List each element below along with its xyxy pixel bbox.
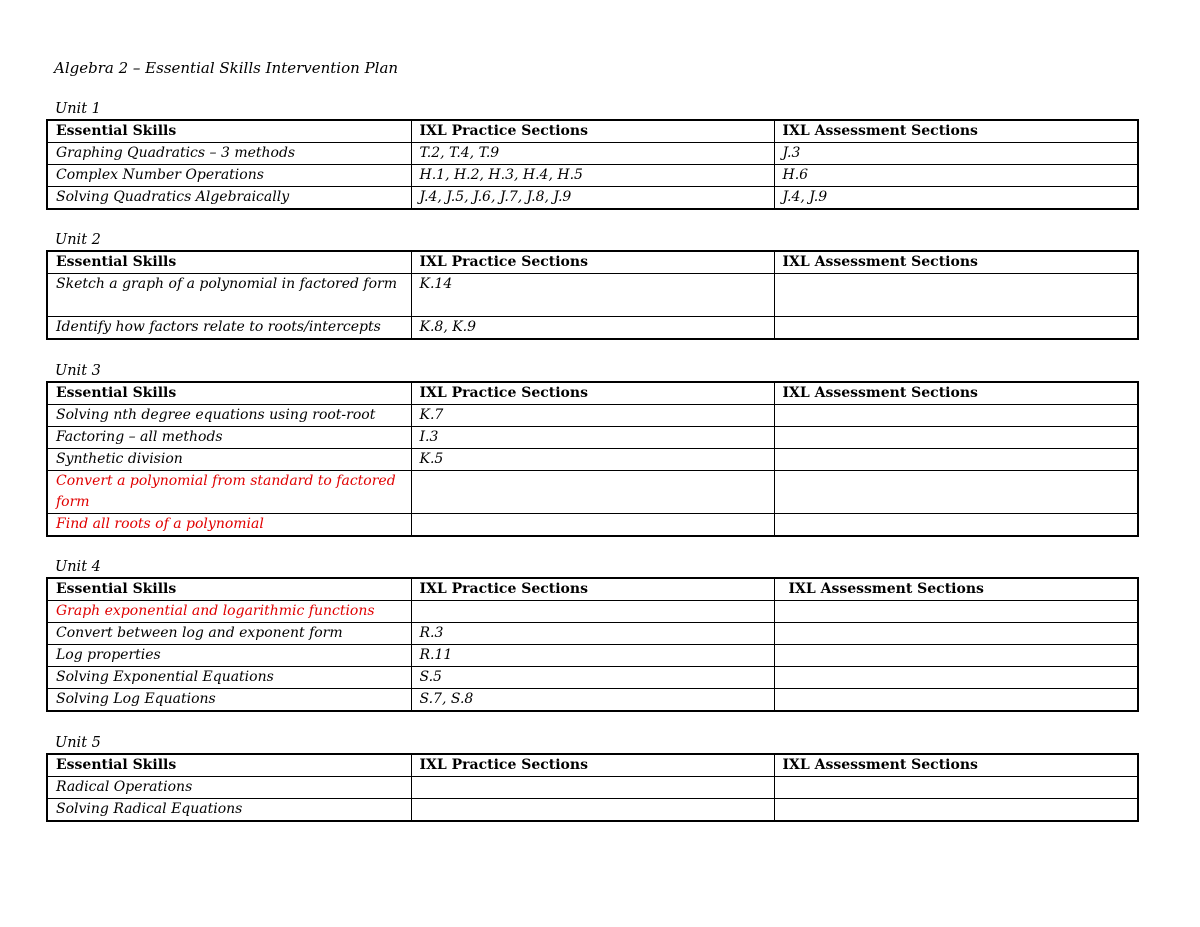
- table-row: [47, 667, 1138, 689]
- skill-cell: Complex Number Operations: [47, 165, 411, 187]
- table-row: [47, 471, 1138, 514]
- unit-4-table: [46, 577, 1139, 712]
- assessment-cell: [774, 274, 1138, 317]
- assessment-cell: [774, 799, 1138, 822]
- assessment-cell: [774, 405, 1138, 427]
- skill-cell: Radical Operations: [47, 777, 411, 799]
- unit-4-label: Unit 4: [55, 559, 101, 575]
- table-row: [47, 317, 1138, 340]
- practice-cell: [411, 777, 774, 799]
- assessment-cell: [774, 667, 1138, 689]
- assessment-cell: H.6: [774, 165, 1138, 187]
- assessment-cell: [774, 645, 1138, 667]
- table-row: [47, 427, 1138, 449]
- table-row: [47, 165, 1138, 187]
- document-title: Algebra 2 – Essential Skills Intervention Plan: [54, 59, 399, 77]
- assessment-cell: J.4, J.9: [774, 187, 1138, 210]
- table-row: [47, 405, 1138, 427]
- skill-cell: Factoring – all methods: [47, 427, 411, 449]
- assessment-cell: [774, 317, 1138, 340]
- practice-cell: [411, 799, 774, 822]
- practice-cell: I.3: [411, 427, 774, 449]
- assessment-cell: [774, 689, 1138, 712]
- table-row: [47, 623, 1138, 645]
- skill-cell: Identify how factors relate to roots/intercepts: [47, 317, 411, 340]
- table-row: [47, 777, 1138, 799]
- table-header-row: [47, 578, 1138, 601]
- column-header-assessment: IXL Assessment Sections: [774, 754, 1138, 777]
- skill-cell: Convert between log and exponent form: [47, 623, 411, 645]
- unit-2-label: Unit 2: [55, 232, 101, 248]
- assessment-cell: [774, 514, 1138, 537]
- skill-cell: Solving Exponential Equations: [47, 667, 411, 689]
- skill-cell: Solving nth degree equations using root-root: [47, 405, 411, 427]
- assessment-cell: [774, 471, 1138, 514]
- table-header-row: [47, 120, 1138, 143]
- table-header-row: [47, 382, 1138, 405]
- practice-cell: [411, 601, 774, 623]
- practice-cell: K.14: [411, 274, 774, 317]
- unit-3-table: [46, 381, 1139, 537]
- unit-1-label: Unit 1: [55, 101, 101, 117]
- table-row: [47, 514, 1138, 537]
- skill-cell: Log properties: [47, 645, 411, 667]
- table-row: [47, 689, 1138, 712]
- practice-cell: H.1, H.2, H.3, H.4, H.5: [411, 165, 774, 187]
- practice-cell: T.2, T.4, T.9: [411, 143, 774, 165]
- practice-cell: R.11: [411, 645, 774, 667]
- column-header-assessment: IXL Assessment Sections: [774, 120, 1138, 143]
- skill-cell-highlighted: Graph exponential and logarithmic functions: [47, 601, 411, 623]
- skill-cell: Synthetic division: [47, 449, 411, 471]
- column-header-practice: IXL Practice Sections: [411, 120, 774, 143]
- column-header-assessment: IXL Assessment Sections: [774, 382, 1138, 405]
- unit-2-table: [46, 250, 1139, 340]
- table-row: [47, 187, 1138, 210]
- skill-cell: Solving Log Equations: [47, 689, 411, 712]
- column-header-skills: Essential Skills: [47, 754, 411, 777]
- skill-cell: Sketch a graph of a polynomial in factored form: [47, 274, 411, 317]
- practice-cell: K.5: [411, 449, 774, 471]
- table-row: [47, 799, 1138, 822]
- unit-5-table: [46, 753, 1139, 822]
- practice-cell: R.3: [411, 623, 774, 645]
- assessment-cell: [774, 623, 1138, 645]
- unit-5-label: Unit 5: [55, 735, 101, 751]
- practice-cell: J.4, J.5, J.6, J.7, J.8, J.9: [411, 187, 774, 210]
- table-row: [47, 449, 1138, 471]
- column-header-skills: Essential Skills: [47, 382, 411, 405]
- skill-cell-highlighted: Convert a polynomial from standard to factored form: [47, 471, 411, 514]
- column-header-practice: IXL Practice Sections: [411, 251, 774, 274]
- unit-1-table: [46, 119, 1139, 210]
- column-header-practice: IXL Practice Sections: [411, 382, 774, 405]
- practice-cell: S.5: [411, 667, 774, 689]
- column-header-practice: IXL Practice Sections: [411, 578, 774, 601]
- practice-cell: [411, 471, 774, 514]
- practice-cell: [411, 514, 774, 537]
- skill-cell: Solving Quadratics Algebraically: [47, 187, 411, 210]
- table-row: [47, 274, 1138, 317]
- column-header-skills: Essential Skills: [47, 120, 411, 143]
- table-header-row: [47, 251, 1138, 274]
- column-header-assessment: IXL Assessment Sections: [774, 251, 1138, 274]
- table-row: [47, 645, 1138, 667]
- table-header-row: [47, 754, 1138, 777]
- skill-cell-highlighted: Find all roots of a polynomial: [47, 514, 411, 537]
- practice-cell: K.8, K.9: [411, 317, 774, 340]
- assessment-cell: [774, 449, 1138, 471]
- assessment-cell: [774, 601, 1138, 623]
- practice-cell: S.7, S.8: [411, 689, 774, 712]
- table-row: [47, 601, 1138, 623]
- assessment-cell: J.3: [774, 143, 1138, 165]
- unit-3-label: Unit 3: [55, 363, 101, 379]
- assessment-cell: [774, 777, 1138, 799]
- column-header-assessment: IXL Assessment Sections: [774, 578, 1138, 601]
- table-row: [47, 143, 1138, 165]
- column-header-practice: IXL Practice Sections: [411, 754, 774, 777]
- assessment-cell: [774, 427, 1138, 449]
- practice-cell: K.7: [411, 405, 774, 427]
- skill-cell: Graphing Quadratics – 3 methods: [47, 143, 411, 165]
- column-header-skills: Essential Skills: [47, 251, 411, 274]
- column-header-skills: Essential Skills: [47, 578, 411, 601]
- skill-cell: Solving Radical Equations: [47, 799, 411, 822]
